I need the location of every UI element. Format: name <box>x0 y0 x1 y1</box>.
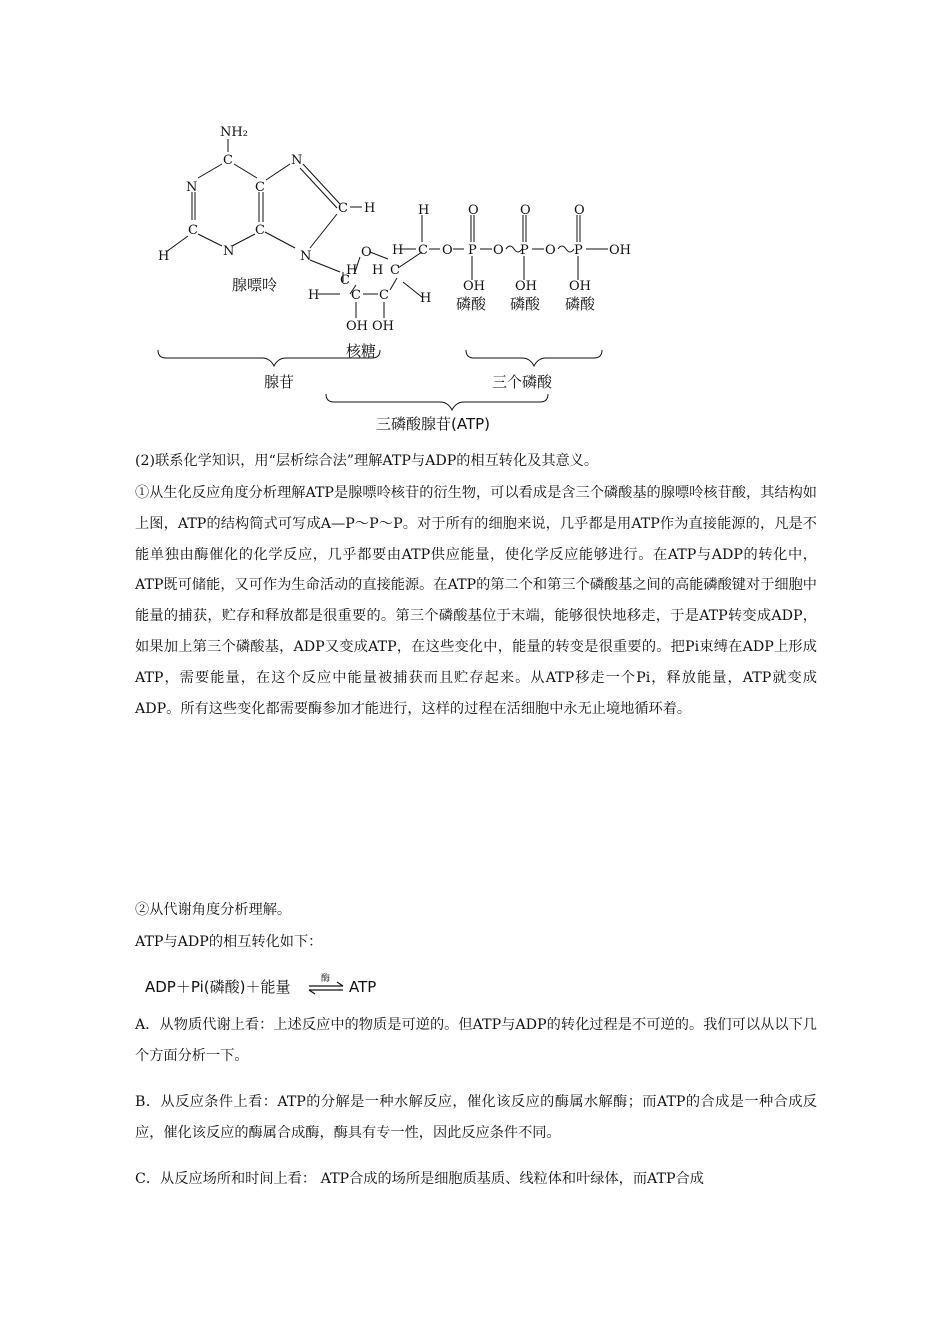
adenosine-label: 腺苷 <box>264 373 295 391</box>
equation-left-side: ADP＋Pi(磷酸)＋能量 <box>145 978 291 996</box>
atom-n: N <box>186 180 198 195</box>
three-phosphates-brace <box>466 350 602 366</box>
atom-p: P <box>574 243 583 258</box>
paragraph-conversion-intro: ATP与ADP的相互转化如下： <box>135 934 323 950</box>
atom-n: N <box>223 244 235 259</box>
atom-oh: OH <box>569 279 591 294</box>
atom-oh: OH <box>346 319 368 334</box>
paragraph-intro: (2)联系化学知识，用“层析综合法”理解ATP与ADP的相互转化及其意义。 <box>135 453 599 469</box>
atom-oh: OH <box>372 319 394 334</box>
atom-h: H <box>308 288 320 303</box>
atom-oh: OH <box>515 279 537 294</box>
equation-graphic <box>143 971 403 999</box>
atom-o: O <box>574 203 585 218</box>
atom-c: C <box>351 288 361 303</box>
atom-c: C <box>418 243 428 258</box>
paragraph-biochem: ①从生化反应角度分析理解ATP是腺嘌呤核苷的衍生物，可以看成是含三个磷酸基的腺嘌呤核苷酸，其结构如上图，ATP的结构简式可写成A—P～P～P。对于所有的细胞来说，几乎都是用ATP作为直接能源的，凡是不能单独由酶催化的化学反应，几乎都要由ATP供应能量，使化学反应能够进行。在ATP与ADP的转化中，ATP既可储能，又可作为生命活动的直接能源。在ATP的第二个和第三个磷酸基之间的高能磷酸键对于细胞中能量的捕获，贮存和释放都是很重要的。第三个磷酸基位于末端，能够很快地移走，于是ATP转变成ADP，如果加上第三个磷酸基，ADP又变成ATP，在这些变化中，能量的转变是很重要的。把Pi束缚在ADP上形成ATP，需要能量，在这个反应中能量被捕获而且贮存起来。从ATP移走一个Pi，释放能量，ATP就变成ADP。所有这些变化都需要酶参加才能进行，这样的过程在活细胞中永无止境地循环着。 <box>135 485 817 717</box>
atom-h: H <box>364 201 376 216</box>
paragraph-c: C．从反应场所和时间上看： ATP合成的场所是细胞质基质、线粒体和叶绿体，而ATP合成 <box>135 1171 704 1187</box>
atom-c: C <box>340 273 350 288</box>
atom-o: O <box>468 203 479 218</box>
atom-n: N <box>291 153 303 168</box>
phosphate-label-1: 磷酸 <box>456 295 487 313</box>
atom-o: O <box>520 203 531 218</box>
paragraph-a: A．从物质代谢上看：上述反应中的物质是可逆的。但ATP与ADP的转化过程是不可逆的。我们可以从以下几个方面分析一下。 <box>135 1017 817 1064</box>
atom-oh: OH <box>463 279 485 294</box>
phosphate-label-2: 磷酸 <box>510 295 541 313</box>
atom-h: H <box>372 263 384 278</box>
atp-brace <box>326 394 548 410</box>
adenine-label: 腺嘌呤 <box>232 276 278 294</box>
atom-h: H <box>346 263 358 278</box>
adenine-bonds <box>166 139 362 272</box>
atom-o: O <box>545 243 556 258</box>
atom-c: C <box>223 153 233 168</box>
equation-enzyme: 酶 <box>321 974 331 984</box>
atom-h: H <box>418 203 430 218</box>
atom-labels <box>158 125 631 334</box>
atom-c: C <box>255 180 265 195</box>
three-phosphates-label: 三个磷酸 <box>492 373 553 391</box>
atom-nh2: NH₂ <box>220 125 248 140</box>
atom-c: C <box>390 263 400 278</box>
atp-label: 三磷酸腺苷(ATP) <box>376 415 491 432</box>
atom-h: H <box>420 291 432 306</box>
atom-n: N <box>300 249 312 264</box>
atom-p: P <box>468 243 477 258</box>
atom-c: C <box>188 223 198 238</box>
atom-o: O <box>442 243 453 258</box>
atom-h: H <box>392 243 404 258</box>
phosphate-label-3: 磷酸 <box>565 295 596 313</box>
atp-structure-diagram <box>150 112 640 432</box>
atp-structure-figure <box>150 112 640 432</box>
ribose-bonds <box>318 252 423 318</box>
atom-p: P <box>520 243 529 258</box>
atom-c: C <box>338 201 348 216</box>
paragraph-metabolism-heading: ②从代谢角度分析理解。 <box>135 902 292 918</box>
atom-h: H <box>158 249 170 264</box>
atp-adp-equation <box>143 971 403 999</box>
ribose-label: 核糖 <box>346 342 377 360</box>
atom-oh: OH <box>609 243 631 258</box>
atom-c: C <box>379 288 389 303</box>
paragraph-b: B．从反应条件上看：ATP的分解是一种水解反应，催化该反应的酶属水解酶；而ATP的合成是一种合成反应，催化该反应的酶属合成酶，酶具有专一性，因此反应条件不同。 <box>135 1094 817 1141</box>
atom-o: O <box>493 243 504 258</box>
equation-right-side: ATP <box>349 978 377 996</box>
atom-o: O <box>361 245 372 260</box>
atom-c: C <box>255 223 265 238</box>
